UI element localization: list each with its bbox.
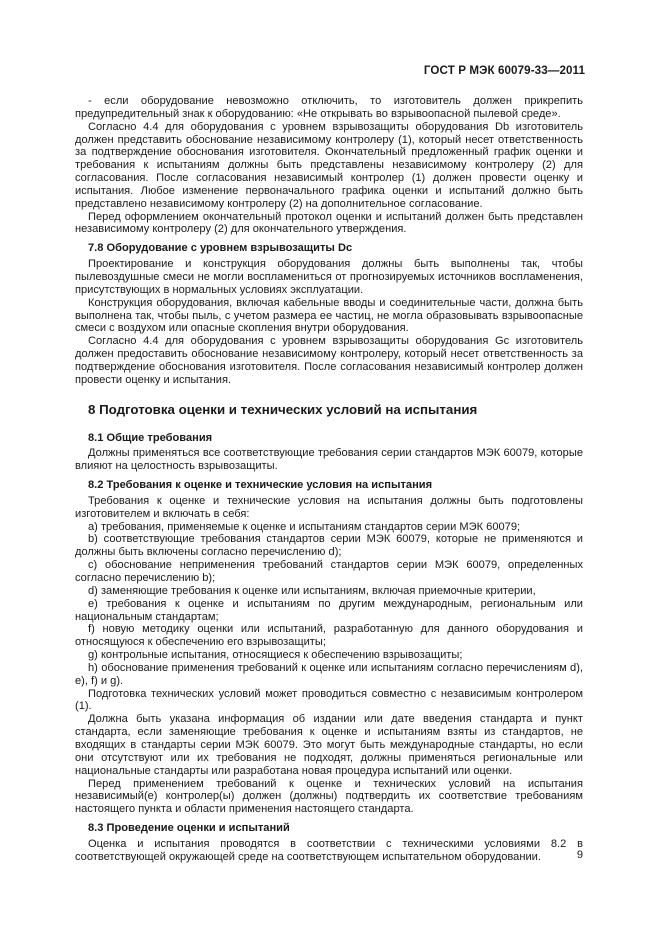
paragraph: Оценка и испытания проводятся в соответствии с техническими условиями 8.2 в соответствующей окружающей среде на соответствующем испытательном оборудовании. xyxy=(75,837,583,863)
paragraph: - если оборудование невозможно отключить, то изготовитель должен прикрепить предупредительный знак к оборудованию: «Не открывать во взрывоопасной пылевой среде». xyxy=(75,95,583,120)
section-heading-7-8: 7.8 Оборудование с уровнем взрывозащиты Dc xyxy=(88,242,353,255)
list-item-a: a) требования, применяемые к оценке и испытаниям стандартов серии МЭК 60079; xyxy=(88,520,521,533)
list-item-g: g) контрольные испытания, относящиеся к обеспечению взрывозащиты; xyxy=(88,649,463,662)
paragraph: Согласно 4.4 для оборудования с уровнем взрывозащиты оборудования Db изготовитель должен представить обоснование независимому контролеру (1), который несет ответственность за подтверждение обоснования изготовителя. Окончательный предложенный график оценки и требования к испытаниям должны быть представлены независимому контролеру (2) для согласования. После согласования независимый контролер (1) должен провести оценку и испытания. Любое изменение первоначального графика оценки и испытаний должно быть представлено независимому контролеру (2) на дополнительное согласование. xyxy=(75,120,583,210)
paragraph: Конструкция оборудования, включая кабельные вводы и соединительные части, должна быть выполнена так, чтобы пыль, с учетом размера ее частиц, не могла образовывать взрывоопасные смеси с воздухом или опасные скопления внутри оборудования. xyxy=(75,296,583,335)
page-number: 9 xyxy=(576,849,583,861)
section-heading-8-1: 8.1 Общие требования xyxy=(88,431,213,444)
list-item-b: b) соответствующие требования стандартов серии МЭК 60079, которые не применяются и должны быть включены согласно перечислению d); xyxy=(75,533,583,559)
paragraph: Должны применяться все соответствующие требования серии стандартов МЭК 60079, которые влияют на целостность взрывозащиты. xyxy=(75,447,583,473)
paragraph: Подготовка технических условий может проводиться совместно с независимым контролером (1). xyxy=(75,687,583,713)
list-item-d: d) заменяющие требования к оценке или испытаниям, включая приемочные критерии, xyxy=(88,584,536,597)
paragraph: Перед оформлением окончательный протокол оценки и испытаний должен быть представлен независимому контролеру (2) для окончательного утверждения. xyxy=(75,210,583,236)
section-heading-8-2: 8.2 Требования к оценке и технические условия на испытания xyxy=(88,479,433,492)
section-heading-8-3: 8.3 Проведение оценки и испытаний xyxy=(88,822,290,835)
paragraph: Согласно 4.4 для оборудования с уровнем взрывозащиты оборудования Gc изготовитель должен предоставить обоснование независимому контролеру, который несет ответственность за подтверждение обоснования изготовителя. После согласования независимый контролер должен провести оценку и испытания. xyxy=(75,335,583,386)
paragraph: Требования к оценке и технические условия на испытания должны быть подготовлены изготовителем и включать в себя: xyxy=(75,494,583,520)
paragraph: Проектирование и конструкция оборудования должны быть выполнены так, чтобы пылевоздушные смеси не могли воспламениться от прогнозируемых источников воспламенения, присутствующих в нормальных условиях эксплуатации. xyxy=(75,258,583,296)
standard-header: ГОСТ Р МЭК 60079-33—2011 xyxy=(423,64,585,77)
paragraph: Перед применением требований к оценке и технических условий на испытания независимый(е) контролер(ы) должен (должны) подтвердить их соответствие требованиям настоящего пункта и области применения настоящего стандарта. xyxy=(75,777,583,816)
page-content xyxy=(75,95,583,864)
paragraph: Должна быть указана информация об издании или дате введения стандарта и пункт стандарта, если заменяющие требования к оценке и испытаниям взяты из стандартов, не входящих в стандарты серии МЭК 60079. Это могут быть международные стандарты, но если они отсутствуют или их требования не подходят, должны применяться региональные или национальные стандарты или разработана новая процедура испытаний или оценки. xyxy=(75,713,583,777)
list-item-h: h) обоснование применения требований к оценке или испытаниям согласно перечислениям d), e), f) и g). xyxy=(75,661,583,687)
list-item-f: f) новую методику оценки или испытаний, разработанную для данного оборудования и относящуюся к обеспечению его взрывозащиты; xyxy=(75,623,583,649)
list-item-c: c) обоснование неприменения требований стандартов серии МЭК 60079, определенных согласно перечислению b); xyxy=(75,559,583,584)
section-heading-8: 8 Подготовка оценки и технических условий на испытания xyxy=(88,401,478,417)
list-item-e: e) требования к оценке и испытаниям по другим международным, региональным или национальным стандартам; xyxy=(75,597,583,623)
